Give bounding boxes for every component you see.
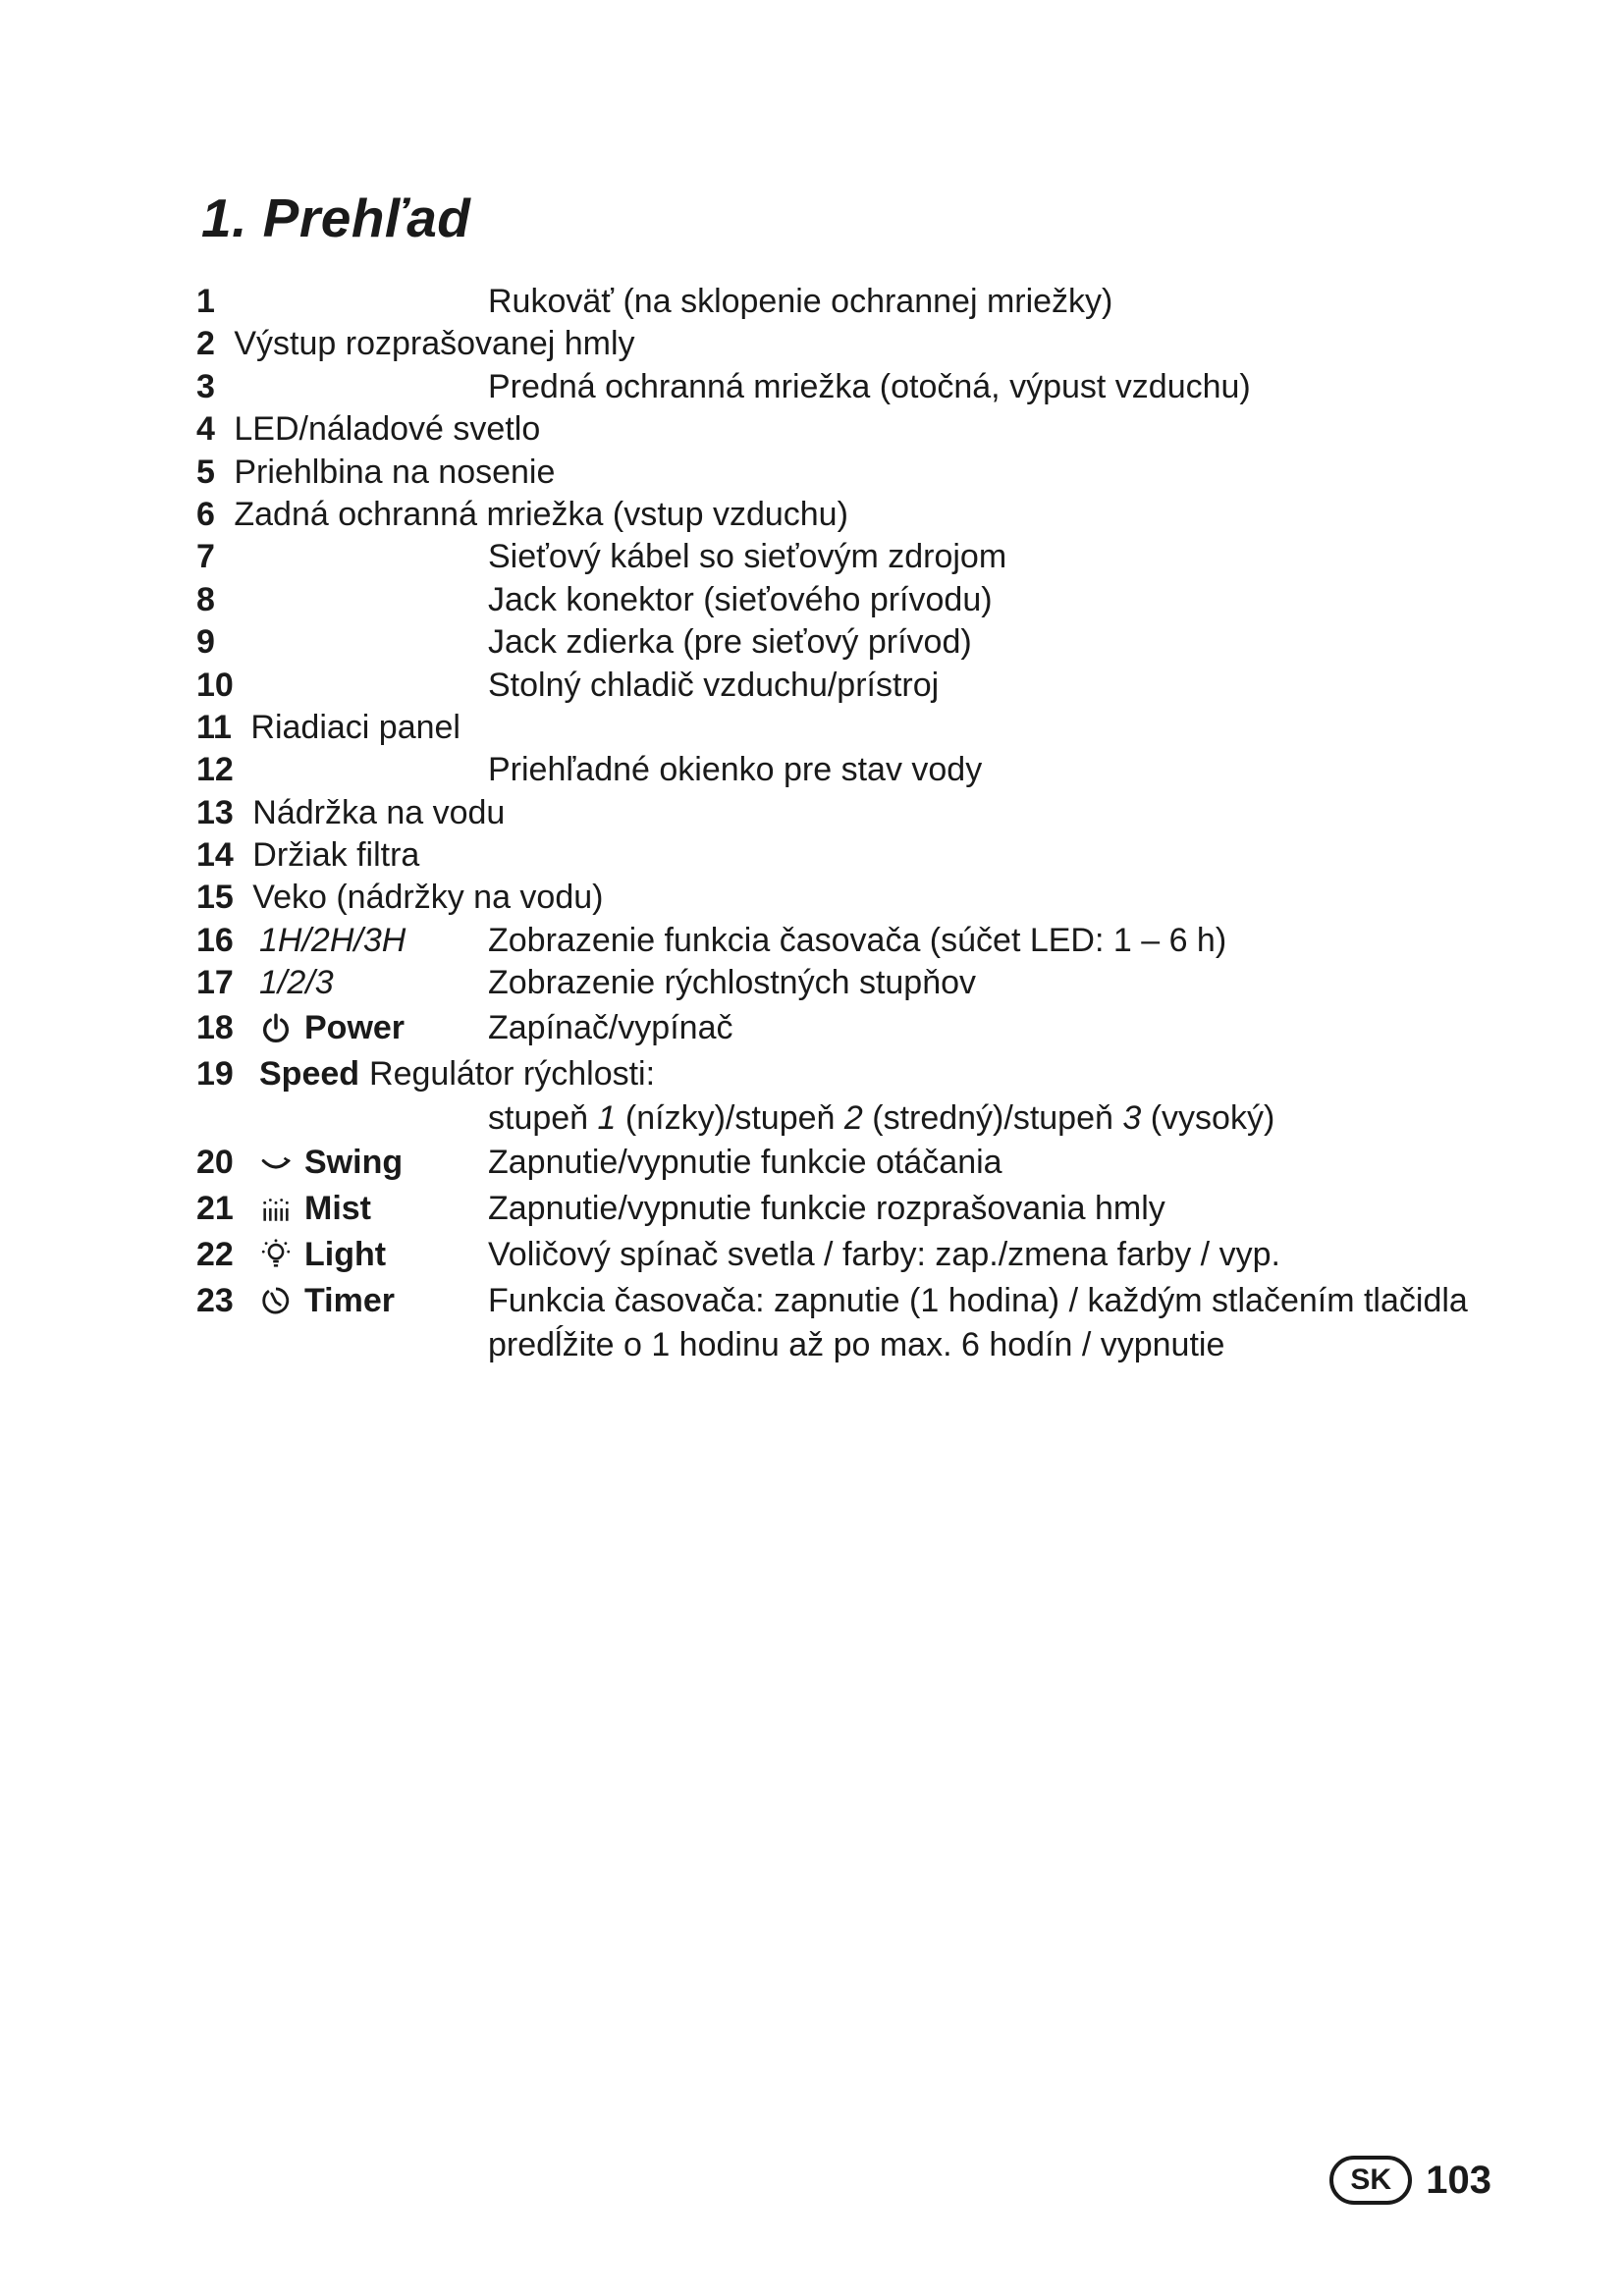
list-item: [196, 749, 1522, 791]
list-item: [196, 1051, 1522, 1097]
item-description: Sieťový kábel so sieťovým zdrojom: [488, 538, 1007, 576]
item-number: 6: [196, 495, 215, 533]
item-number: 2: [196, 325, 215, 363]
swing-icon: [259, 1146, 293, 1179]
item-number: 9: [196, 623, 215, 662]
list-item: [196, 1232, 1522, 1278]
list-item: [196, 962, 1522, 1004]
item-number: 14: [196, 836, 234, 875]
text-fragment: (stredný)/stupeň: [862, 1098, 1123, 1137]
list-item: [196, 792, 1522, 834]
list-item: [196, 1278, 1522, 1324]
item-number: 3: [196, 367, 215, 405]
timer-label: [259, 1278, 395, 1324]
item-description: Predná ochranná mriežka (otočná, výpust vzduchu): [488, 367, 1251, 405]
item-description: Jack zdierka (pre sieťový prívod): [488, 623, 972, 662]
item-description: Rukoväť (na sklopenie ochrannej mriežky): [488, 283, 1113, 320]
speed-level-1: 1: [597, 1098, 617, 1137]
item-description: Zobrazenie rýchlostných stupňov: [488, 964, 977, 1002]
item-number: 5: [196, 453, 215, 491]
page-footer: [1329, 2156, 1491, 2205]
item-number: 23: [196, 1281, 234, 1319]
item-description: Zobrazenie funkcia časovača (súčet LED: 1 – 6 h): [488, 921, 1227, 959]
light-label: [259, 1232, 386, 1278]
light-icon: [259, 1238, 293, 1271]
item-number: 22: [196, 1235, 234, 1273]
mist-label: [259, 1186, 371, 1232]
list-item: [196, 494, 1522, 536]
item-description-continued: predĺžite o 1 hodinu až po max. 6 hodín / vypnutie: [488, 1325, 1225, 1363]
timer-icon: [259, 1284, 293, 1317]
item-number: 12: [196, 751, 234, 789]
item-description: Regulátor rýchlosti:: [369, 1054, 656, 1093]
power-button-label: Power: [304, 1008, 406, 1046]
list-item: [196, 1140, 1522, 1186]
item-description: Jack konektor (sieťového prívodu): [488, 580, 993, 618]
item-number: 11: [196, 708, 232, 746]
mist-button-label: Mist: [304, 1189, 371, 1227]
text-fragment: (nízky)/stupeň: [616, 1098, 844, 1137]
page-title: 1. Prehľad: [201, 187, 471, 248]
item-description: Stolný chladič vzduchu/prístroj: [488, 666, 940, 704]
list-item: [196, 834, 1522, 877]
speed-button-label: Speed: [259, 1054, 360, 1093]
list-item: [196, 408, 1522, 451]
item-number: 21: [196, 1189, 234, 1227]
list-item: [196, 920, 1522, 962]
item-number: 8: [196, 580, 215, 618]
timer-display-label: 1H/2H/3H: [259, 921, 406, 959]
item-description: Zapínač/vypínač: [488, 1008, 733, 1046]
speed-level-2: 2: [843, 1098, 863, 1137]
item-description: Veko (nádržky na vodu): [252, 879, 604, 917]
item-description: LED/náladové svetlo: [234, 410, 541, 449]
light-button-label: Light: [304, 1235, 387, 1273]
list-item: [196, 665, 1522, 707]
list-item: [196, 1005, 1522, 1051]
list-item: [196, 323, 1522, 365]
item-description: Zapnutie/vypnutie funkcie otáčania: [488, 1143, 1002, 1181]
item-number: 4: [196, 410, 215, 449]
item-description: Priehľadné okienko pre stav vody: [488, 751, 983, 789]
list-item: [196, 281, 1522, 323]
language-badge: SK: [1329, 2156, 1412, 2205]
item-number: 19: [196, 1054, 234, 1093]
item-description: Výstup rozprašovanej hmly: [234, 325, 635, 363]
page-number: 103: [1426, 2158, 1491, 2202]
list-item: [196, 707, 1522, 749]
list-item: [196, 579, 1522, 621]
mist-icon: [259, 1192, 293, 1225]
item-number: 1: [196, 283, 215, 320]
overview-list: [196, 281, 1522, 1366]
list-item: [196, 1186, 1522, 1232]
item-number: 13: [196, 793, 234, 831]
power-icon: [259, 1011, 293, 1044]
swing-button-label: Swing: [304, 1143, 404, 1181]
speed-level-3: 3: [1122, 1098, 1142, 1137]
list-item-continuation: [196, 1324, 1522, 1366]
list-item: [196, 452, 1522, 494]
list-item: [196, 366, 1522, 408]
text-fragment: (vysoký): [1141, 1098, 1275, 1137]
item-description: Funkcia časovača: zapnutie (1 hodina) / každým stlačením tlačidla: [488, 1281, 1468, 1319]
item-description: Držiak filtra: [252, 836, 420, 875]
timer-button-label: Timer: [304, 1281, 395, 1319]
text-fragment: stupeň: [488, 1098, 598, 1137]
list-item-continuation: [196, 1097, 1522, 1140]
item-number: 15: [196, 879, 234, 917]
list-item: [196, 621, 1522, 664]
speed-display-label: 1/2/3: [259, 964, 334, 1002]
item-number: 20: [196, 1143, 234, 1181]
swing-label: [259, 1140, 403, 1186]
item-description: Zadná ochranná mriežka (vstup vzduchu): [234, 495, 848, 533]
power-label: [259, 1005, 405, 1051]
item-number: 18: [196, 1008, 234, 1046]
item-description: Zapnutie/vypnutie funkcie rozprašovania hmly: [488, 1189, 1165, 1227]
item-number: 17: [196, 964, 234, 1002]
item-number: 16: [196, 921, 234, 959]
item-description: Nádržka na vodu: [252, 793, 506, 831]
item-description: Voličový spínač svetla / farby: zap./zmena farby / vyp.: [488, 1235, 1280, 1273]
speed-levels-text: [488, 1097, 1274, 1140]
item-number: 10: [196, 666, 234, 704]
speed-label: [259, 1051, 655, 1097]
item-description: Priehlbina na nosenie: [234, 453, 556, 491]
item-description: Riadiaci panel: [250, 708, 460, 746]
item-number: 7: [196, 538, 215, 576]
list-item: [196, 536, 1522, 578]
list-item: [196, 877, 1522, 919]
